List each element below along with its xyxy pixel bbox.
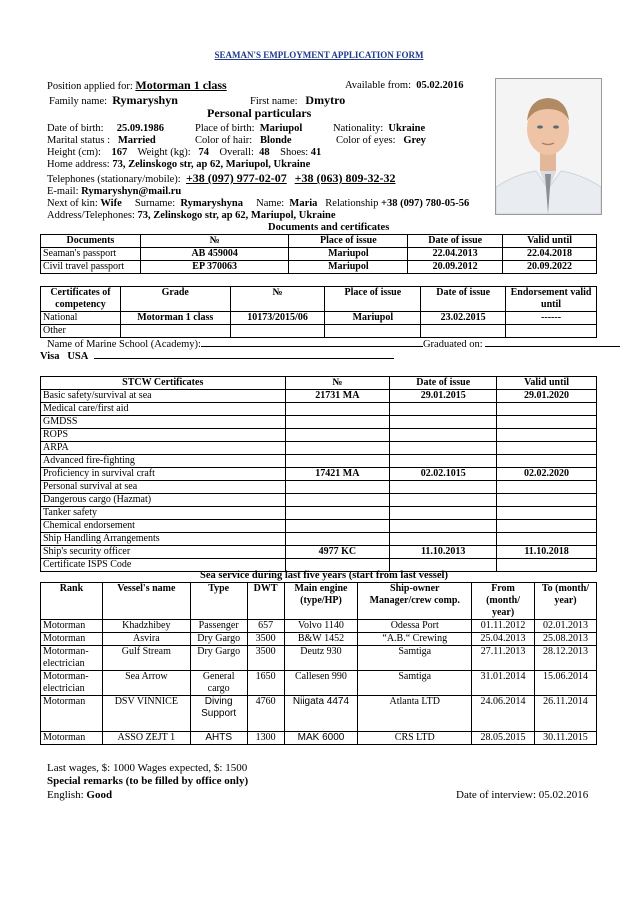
height-label: Height (cm): [47, 147, 101, 158]
table-cell [390, 507, 497, 520]
english-row [47, 789, 112, 802]
table-row [41, 455, 597, 468]
table-cell: Motorman [41, 696, 103, 732]
sea-header-cell: Rank [41, 583, 103, 620]
table-cell [390, 442, 497, 455]
visa-row [40, 351, 394, 363]
table-cell: ------ [506, 312, 597, 325]
pob-value: Mariupol [259, 123, 303, 134]
table-cell: Ship Handling Arrangements [41, 533, 286, 546]
table-cell: Mariupol [325, 312, 421, 325]
table-cell: Motorman- electrician [41, 671, 103, 696]
competency-header-cell: Certificates of competency [41, 287, 121, 312]
table-row [41, 261, 597, 274]
phone1: +38 (097) 977-02-07 [185, 171, 287, 185]
table-row [41, 507, 597, 520]
table-row [41, 520, 597, 533]
table-cell: Basic safety/survival at sea [41, 390, 286, 403]
table-cell [497, 481, 597, 494]
table-cell: 24.06.2014 [472, 696, 535, 732]
table-cell: Personal survival at sea [41, 481, 286, 494]
table-row [41, 732, 597, 745]
table-cell [285, 455, 390, 468]
sea-service-table [40, 582, 597, 745]
available-value: 05.02.2016 [416, 80, 464, 91]
table-cell: Advanced fire-fighting [41, 455, 286, 468]
overall-value: 48 [259, 147, 270, 158]
table-cell: Motorman- electrician [41, 646, 103, 671]
table-row [41, 546, 597, 559]
weight-value: 74 [198, 147, 209, 158]
interview-label: Date of interview: [456, 789, 537, 801]
table-cell: 28.05.2015 [472, 732, 535, 745]
email-row [47, 186, 181, 198]
height-value: 167 [111, 147, 128, 158]
table-cell [421, 325, 506, 338]
kin-address-row [47, 210, 336, 222]
table-cell: 4977 KC [285, 546, 390, 559]
documents-header-row [41, 235, 597, 248]
form-title: SEAMAN'S EMPLOYMENT APPLICATION FORM [214, 50, 424, 60]
table-cell [497, 520, 597, 533]
available-label: Available from: [345, 80, 411, 91]
documents-table [40, 234, 597, 274]
position-value: Motorman 1 class [135, 78, 227, 92]
eyes-value: Grey [403, 135, 426, 146]
family-label: Family name: [49, 96, 108, 107]
personal-heading: Personal particulars [207, 106, 312, 120]
sea-header-cell: Main engine (type/HP) [284, 583, 358, 620]
competency-header-row [41, 287, 597, 312]
table-cell: 29.01.2015 [390, 390, 497, 403]
marital-value: Married [117, 135, 156, 146]
kin-surname-label: Surname: [134, 198, 176, 209]
family-name-row [49, 94, 178, 108]
table-cell: AHTS [190, 732, 247, 745]
table-cell [285, 429, 390, 442]
stcw-header-cell: Date of issue [390, 377, 497, 390]
stcw-header-cell: Valid until [497, 377, 597, 390]
table-row [41, 646, 597, 671]
table-cell: Mariupol [289, 248, 408, 261]
table-cell: Motorman 1 class [120, 312, 230, 325]
table-cell: 22.04.2013 [408, 248, 503, 261]
competency-header-cell: Grade [120, 287, 230, 312]
documents-header-cell: Valid until [503, 235, 597, 248]
table-cell: 20.09.2012 [408, 261, 503, 274]
documents-header-cell: № [140, 235, 289, 248]
table-row [41, 416, 597, 429]
visa-field [94, 358, 394, 359]
table-cell: 3500 [247, 633, 284, 646]
email-value[interactable]: Rymaryshyn@mail.ru [81, 186, 182, 197]
english-value: Good [86, 789, 113, 801]
table-cell: 26.11.2014 [535, 696, 597, 732]
table-cell [390, 455, 497, 468]
phones-row [47, 172, 395, 186]
table-cell [390, 429, 497, 442]
table-cell: ASSO ZEJT 1 [102, 732, 190, 745]
documents-header-cell: Place of issue [289, 235, 408, 248]
documents-header-cell: Date of issue [408, 235, 503, 248]
table-row [41, 403, 597, 416]
dob-label: Date of birth: [47, 123, 104, 134]
table-cell: 4760 [247, 696, 284, 732]
nat-label: Nationality: [333, 123, 384, 134]
table-cell: Certificate ISPS Code [41, 559, 286, 572]
table-cell: 02.02.1015 [390, 468, 497, 481]
competency-header-cell: Endorsement valid until [506, 287, 597, 312]
table-cell [506, 325, 597, 338]
table-cell: Tanker safety [41, 507, 286, 520]
table-cell: Ship's security officer [41, 546, 286, 559]
table-cell: EP 370063 [140, 261, 289, 274]
table-cell: Callesen 990 [284, 671, 358, 696]
table-cell: Dry Gargo [190, 646, 247, 671]
stcw-header-row [41, 377, 597, 390]
table-cell: Motorman [41, 633, 103, 646]
shoes-value: 41 [310, 147, 322, 158]
address-value: 73, Zelinskogo str, ap 62, Mariupol, Ukraine [112, 159, 311, 170]
table-row [41, 312, 597, 325]
table-cell [497, 403, 597, 416]
table-cell: GMDSS [41, 416, 286, 429]
table-cell [497, 442, 597, 455]
table-cell: Proficiency in survival craft [41, 468, 286, 481]
pob-row [195, 123, 302, 135]
table-cell: 25.08.2013 [535, 633, 597, 646]
table-cell: Samtiga [358, 671, 472, 696]
visa-label: Visa [40, 351, 60, 362]
school-row [47, 339, 620, 351]
phones-label: Telephones (stationary/mobile): [47, 174, 181, 185]
sea-header-cell: Ship-owner Manager/crew comp. [358, 583, 472, 620]
kin-value: Wife [100, 198, 122, 209]
eyes-label: Color of eyes: [336, 135, 396, 146]
table-cell [497, 416, 597, 429]
table-cell: Diving Support [190, 696, 247, 732]
table-cell: 30.11.2015 [535, 732, 597, 745]
visa-value: USA [67, 351, 89, 362]
competency-table [40, 286, 597, 338]
table-cell: 17421 MA [285, 468, 390, 481]
table-row [41, 620, 597, 633]
table-cell [390, 494, 497, 507]
table-cell: 22.04.2018 [503, 248, 597, 261]
school-label: Name of Marine School (Academy): [47, 339, 201, 350]
table-cell [230, 325, 325, 338]
weight-label: Weight (kg): [137, 147, 191, 158]
table-cell: Motorman [41, 620, 103, 633]
table-cell [285, 416, 390, 429]
table-cell [390, 416, 497, 429]
table-cell: Dry Gargo [190, 633, 247, 646]
sea-header-cell: To (month/ year) [535, 583, 597, 620]
table-cell: 1650 [247, 671, 284, 696]
table-row [41, 442, 597, 455]
sea-header-cell: Vessel's name [102, 583, 190, 620]
address-row [47, 159, 310, 171]
marital-label: Marital status : [47, 135, 110, 146]
table-cell: 28.12.2013 [535, 646, 597, 671]
table-cell [497, 455, 597, 468]
table-cell: 02.01.2013 [535, 620, 597, 633]
first-label: First name: [250, 96, 298, 107]
stcw-table [40, 376, 597, 572]
kin-row [47, 198, 469, 210]
competency-header-cell: Date of issue [421, 287, 506, 312]
table-cell: B&W 1452 [284, 633, 358, 646]
table-cell: 29.01.2020 [497, 390, 597, 403]
table-cell: ROPS [41, 429, 286, 442]
table-cell [390, 481, 497, 494]
table-cell [325, 325, 421, 338]
kin-address-value: 73, Zelinskogo str, ap 62, Mariupol, Ukraine [137, 210, 336, 221]
table-cell [497, 533, 597, 546]
graduated-label: Graduated on: [422, 339, 483, 350]
table-cell: 20.09.2022 [503, 261, 597, 274]
table-cell: Dangerous cargo (Hazmat) [41, 494, 286, 507]
table-cell: Gulf Stream [102, 646, 190, 671]
table-cell: MAK 6000 [284, 732, 358, 745]
docs-heading: Documents and certificates [268, 222, 390, 233]
table-cell: Chemical endorsement [41, 520, 286, 533]
table-cell: 11.10.2013 [390, 546, 497, 559]
table-cell [285, 507, 390, 520]
table-cell: Medical care/first aid [41, 403, 286, 416]
school-field [201, 346, 423, 347]
hair-row [195, 135, 292, 147]
table-cell: General cargo [190, 671, 247, 696]
overall-label: Overall: [219, 147, 254, 158]
available-row [345, 80, 464, 92]
table-cell [285, 494, 390, 507]
sea-header-cell: DWT [247, 583, 284, 620]
table-cell: 3500 [247, 646, 284, 671]
table-cell: 02.02.2020 [497, 468, 597, 481]
competency-header-cell: Place of issue [325, 287, 421, 312]
table-cell [285, 520, 390, 533]
table-cell: AB 459004 [140, 248, 289, 261]
table-cell [285, 481, 390, 494]
table-cell: Samtiga [358, 646, 472, 671]
table-cell [497, 559, 597, 572]
table-cell [120, 325, 230, 338]
table-cell [497, 507, 597, 520]
table-row [41, 429, 597, 442]
table-cell: 31.01.2014 [472, 671, 535, 696]
table-cell [497, 429, 597, 442]
first-value: Dmytro [305, 93, 346, 107]
kin-label: Next of kin: [47, 198, 98, 209]
measurements-row [47, 147, 321, 159]
table-cell [285, 533, 390, 546]
table-row [41, 696, 597, 732]
table-cell: 1300 [247, 732, 284, 745]
table-cell: Asvira [102, 633, 190, 646]
competency-header-cell: № [230, 287, 325, 312]
portrait-image [496, 79, 601, 214]
table-cell: Passenger [190, 620, 247, 633]
interview-row [456, 789, 588, 802]
table-cell: 15.06.2014 [535, 671, 597, 696]
stcw-header-cell: STCW Certificates [41, 377, 286, 390]
position-row [47, 79, 227, 93]
table-cell: “A.B.“ Crewing [358, 633, 472, 646]
documents-header-cell: Documents [41, 235, 141, 248]
stcw-header-cell: № [285, 377, 390, 390]
table-cell: 23.02.2015 [421, 312, 506, 325]
kin-name-label: Name: [256, 198, 285, 209]
phone2: +38 (063) 809-32-32 [294, 171, 396, 185]
table-cell: National [41, 312, 121, 325]
email-label: E-mail: [47, 186, 79, 197]
table-cell: 01.11.2012 [472, 620, 535, 633]
nationality-row [333, 123, 425, 135]
position-label: Position applied for: [47, 81, 133, 92]
kin-name-value: Maria [289, 198, 318, 209]
dob-row [47, 123, 164, 135]
table-cell: Odessa Port [358, 620, 472, 633]
wages-line: Last wages, $: 1000 Wages expected, $: 1500 [47, 762, 248, 774]
table-cell: Motorman [41, 732, 103, 745]
graduated-field [485, 346, 620, 347]
table-cell: DSV VINNICE [102, 696, 190, 732]
marital-row [47, 135, 156, 147]
applicant-photo [495, 78, 602, 215]
table-cell: 657 [247, 620, 284, 633]
table-cell: Deutz 930 [284, 646, 358, 671]
sea-header-cell: Type [190, 583, 247, 620]
sea-heading: Sea service during last five years (start from last vessel) [200, 570, 448, 581]
table-row [41, 248, 597, 261]
eyes-row [336, 135, 426, 147]
table-cell: 25.04.2013 [472, 633, 535, 646]
dob-value: 25.09.1986 [116, 123, 164, 134]
english-label: English: [47, 789, 84, 801]
table-cell: 27.11.2013 [472, 646, 535, 671]
table-cell: 10173/2015/06 [230, 312, 325, 325]
table-cell: Sea Arrow [102, 671, 190, 696]
table-cell: Mariupol [289, 261, 408, 274]
table-row [41, 671, 597, 696]
remarks-line: Special remarks (to be filled by office only) [47, 775, 249, 787]
table-cell [285, 442, 390, 455]
table-cell: CRS LTD [358, 732, 472, 745]
table-row [41, 533, 597, 546]
kin-address-label: Address/Telephones: [47, 210, 135, 221]
table-row [41, 633, 597, 646]
table-cell [285, 403, 390, 416]
table-row [41, 468, 597, 481]
table-row [41, 481, 597, 494]
table-cell: Atlanta LTD [358, 696, 472, 732]
table-cell: 21731 MA [285, 390, 390, 403]
nat-value: Ukraine [388, 123, 426, 134]
table-cell: Khadzhibey [102, 620, 190, 633]
interview-value: 05.02.2016 [538, 789, 589, 801]
shoes-label: Shoes: [280, 147, 309, 158]
sea-header-cell: From (month/ year) [472, 583, 535, 620]
table-row [41, 390, 597, 403]
family-value: Rymaryshyn [112, 93, 178, 107]
table-cell: Niigata 4474 [284, 696, 358, 732]
table-cell [390, 533, 497, 546]
table-cell: Other [41, 325, 121, 338]
relationship-label: Relationship [325, 198, 379, 209]
table-cell: Volvo 1140 [284, 620, 358, 633]
sea-header-row [41, 583, 597, 620]
hair-label: Color of hair: [195, 135, 253, 146]
table-cell: 11.10.2018 [497, 546, 597, 559]
table-row [41, 494, 597, 507]
table-row [41, 325, 597, 338]
table-cell [390, 403, 497, 416]
table-cell [390, 520, 497, 533]
table-cell [497, 494, 597, 507]
table-cell: Civil travel passport [41, 261, 141, 274]
hair-value: Blonde [260, 135, 292, 146]
kin-surname-value: Rymaryshyna [180, 198, 244, 209]
pob-label: Place of birth: [195, 123, 255, 134]
table-cell: ARPA [41, 442, 286, 455]
address-label: Home address: [47, 159, 110, 170]
table-cell: Seaman's passport [41, 248, 141, 261]
relationship-phone: +38 (097) 780-05-56 [381, 198, 470, 209]
